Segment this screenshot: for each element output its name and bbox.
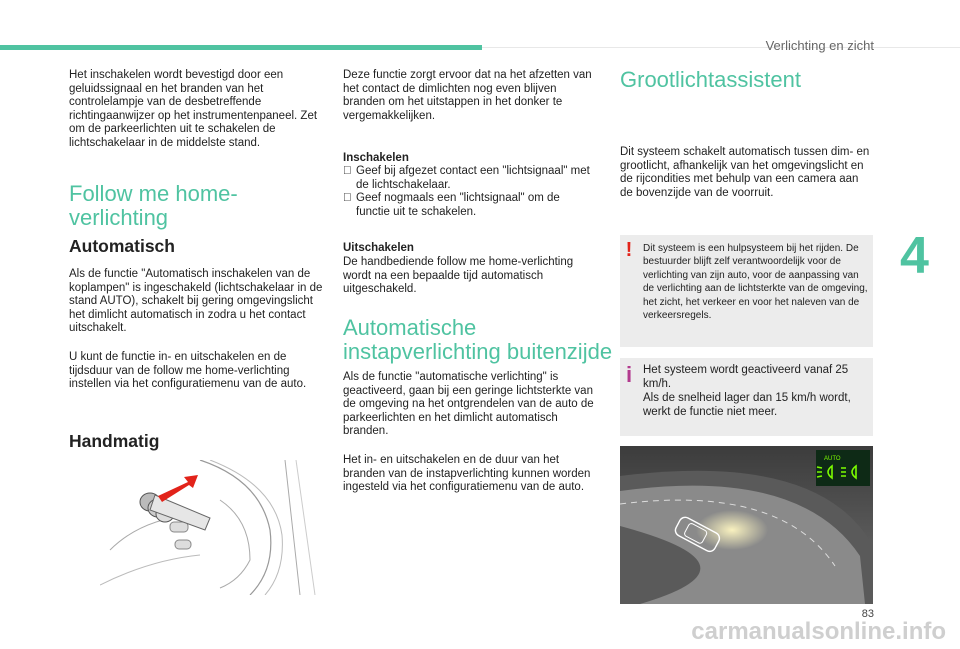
info-icon: i — [625, 362, 633, 387]
on-step-2: Geef nogmaals een "lichtsignaal" om de functie uit te schakelen. — [343, 192, 595, 219]
welcome-paragraph-2: Het in- en uitschakelen en de duur van het branden van de instapverlichting kunnen worden ingesteld via het configuratiemenu van de auto. — [343, 454, 591, 494]
on-heading: Inschakelen — [343, 152, 409, 164]
bullet-icon — [343, 165, 352, 179]
follow-me-title-line1: Follow me home- — [69, 181, 238, 206]
arrow-icon — [158, 475, 198, 502]
follow-me-description: Deze functie zorgt ervoor dat na het afzetten van het contact de dimlichten nog even blijven branden om het uitstappen in het donker te vergemakkelijken. — [343, 69, 592, 122]
on-step-1: Geef bij afgezet contact een "lichtsignaal" met de lichtschakelaar. — [343, 165, 595, 192]
welcome-lighting-title — [343, 316, 612, 364]
welcome-title-line2: instapverlichting buitenzijde — [343, 339, 613, 364]
welcome-paragraph-1: Als de functie "automatische verlichting" is geactiveerd, gaan bij een geringe lichtsterkte van de omgeving na het ontgrendelen van de auto de parkeerlichten en het dimlicht automatisch branden. — [343, 371, 594, 438]
night-road-illustration — [620, 446, 873, 604]
follow-me-title-line2: verlichting — [69, 205, 169, 230]
watermark: carmanualsonline.info — [691, 618, 946, 645]
bullet-icon — [343, 192, 352, 206]
automatic-paragraph-2: U kunt de functie in- en uitschakelen en de tijdsduur van de follow me home-verlichting instellen via het configuratiemenu van de auto. — [69, 351, 307, 391]
info-note — [620, 358, 873, 436]
intro-paragraph: Het inschakelen wordt bevestigd door een geluidssignaal en het branden van het controlelampje van de desbetreffende richtingaanwijzer op het instrumentenpaneel. Zet om de parkeerlichten uit te schakelen de lichtschakelaar in de middelste stand. — [69, 69, 318, 149]
high-beam-assist-paragraph: Dit systeem schakelt automatisch tussen dim- en grootlicht, afhankelijk van het omgevingslicht en de rijcondities met behulp van een camera aan de bovenzijde van de voorruit. — [620, 146, 870, 199]
chapter-number: 4 — [900, 227, 929, 285]
off-heading: Uitschakelen — [343, 242, 414, 254]
page-number: 83 — [861, 608, 874, 620]
off-paragraph: De handbediende follow me home-verlichting wordt na een bepaalde tijd automatisch uitgeschakeld. — [343, 256, 574, 296]
warning-icon: ! — [625, 239, 633, 261]
on-steps-list — [343, 165, 595, 219]
info-text-2: Als de snelheid lager dan 15 km/h wordt, werkt de functie niet meer. — [643, 392, 851, 418]
top-accent-bar — [0, 45, 482, 50]
info-text-1: Het systeem wordt geactiveerd vanaf 25 km/h. — [643, 364, 849, 390]
automatic-heading: Automatisch — [69, 236, 175, 256]
section-header: Verlichting en zicht — [765, 38, 874, 53]
warning-text: Dit systeem is een hulpsysteem bij het rijden. De bestuurder blijft zelf verantwoordelijk voor de verlichting van zijn auto, voor de aanpassing van de verlichting aan de lichtsterkte van de omgeving, het zicht, het verkeer en voor het naleven van de verkeersregels. — [643, 243, 868, 322]
warning-note — [620, 235, 873, 347]
follow-me-title — [69, 182, 238, 230]
welcome-title-line1: Automatische — [343, 315, 477, 340]
light-stalk-illustration — [100, 460, 326, 595]
auto-label: AUTO — [824, 456, 841, 462]
manual-heading: Handmatig — [69, 431, 160, 451]
automatic-paragraph-1: Als de functie "Automatisch inschakelen van de koplampen" is ingeschakeld (lichtschakelaar in de stand AUTO), schakelt bij gering omgevingslicht het dimlicht automatisch in zodra u het contact uitschakelt. — [69, 268, 323, 335]
high-beam-assist-title: Grootlichtassistent — [620, 67, 801, 92]
top-divider — [482, 47, 960, 48]
